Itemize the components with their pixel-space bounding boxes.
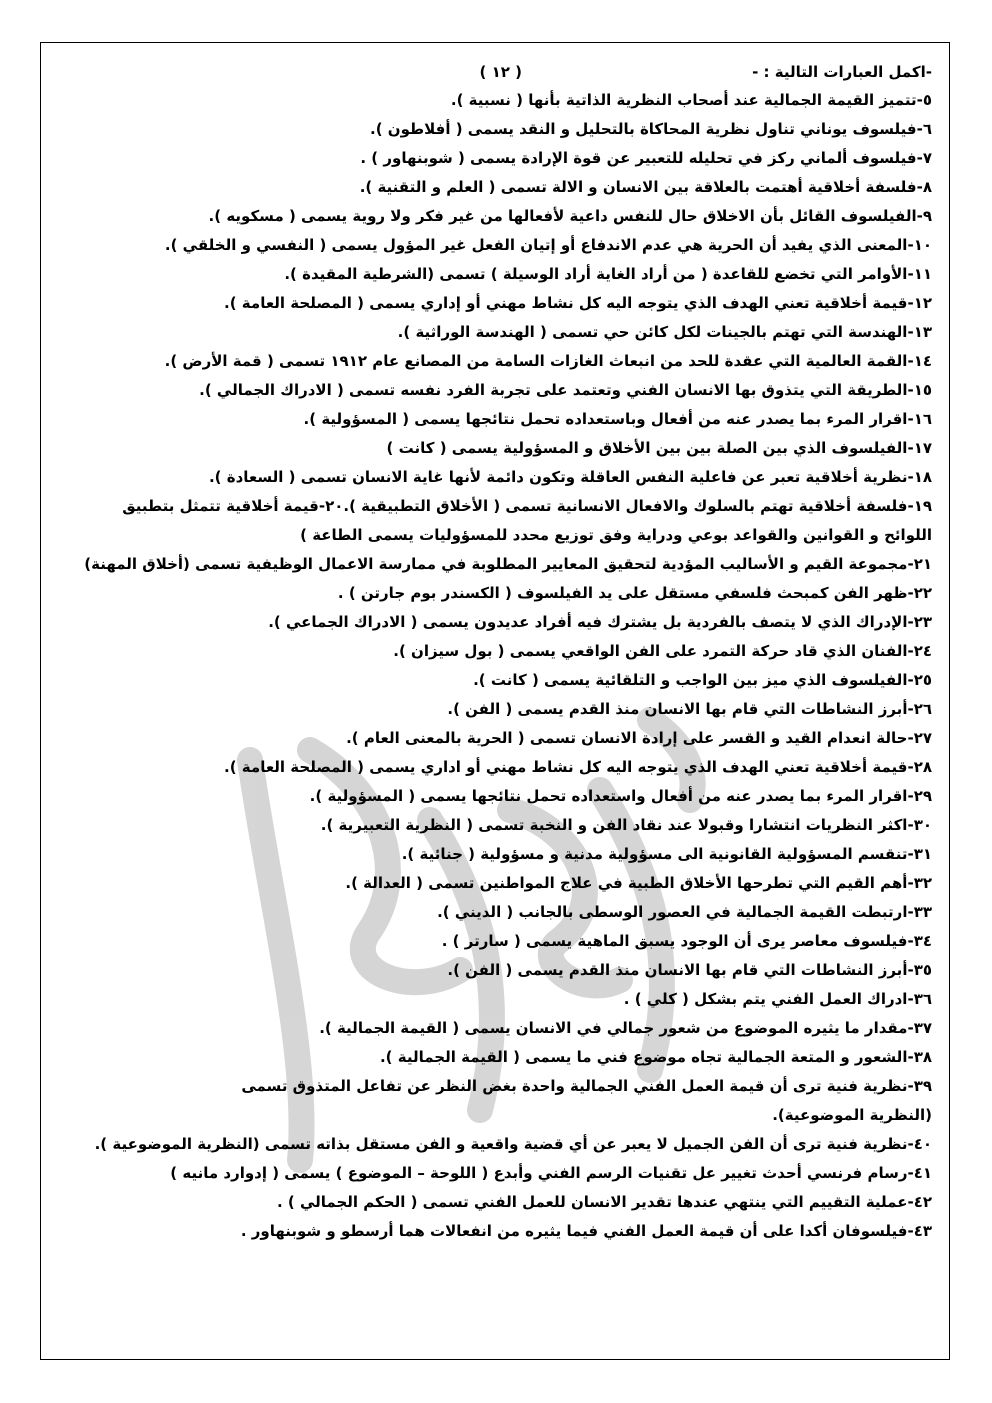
question-line: ٤٣-فيلسوفان أكدا على أن قيمة العمل الفني فيما يثيره من انفعالات هما أرسطو و شوبنهاور . [240,1222,932,1240]
question-line: ١١-الأوامر التي تخضع للقاعدة ( من أراد الغاية أراد الوسيلة ) تسمى (الشرطية المقيدة ). [284,265,932,283]
question-line: ١٣-الهندسة التي تهتم بالجينات لكل كائن حي تسمى ( الهندسة الوراثية ). [397,323,932,341]
question-line: ٣٢-أهم القيم التي تطرحها الأخلاق الطبية في علاج المواطنين تسمى ( العدالة ). [345,874,932,892]
question-line: ٨-فلسفة أخلاقية أهتمت بالعلاقة بين الانسان و الالة تسمى ( العلم و التقنية ). [359,178,932,196]
question-line: ٣٤-فيلسوف معاصر يرى أن الوجود يسبق الماهية يسمى ( سارتر ) . [441,932,932,950]
question-line: ١٩-فلسفة أخلاقية تهتم بالسلوك والافعال الانسانية تسمى ( الأخلاق التطبيقية ).٢٠-قيمة أخلاقية تتمثل بتطبيق [122,497,932,515]
question-line: ١٧-الفيلسوف الذي بين الصلة بين بين الأخلاق و المسؤولية يسمى ( كانت ) [386,439,932,457]
question-line: ١٠-المعنى الذي يفيد أن الحرية هي عدم الاندفاع أو إتيان الفعل غير المؤول يسمى ( النفسي و الخلقي ). [164,236,932,254]
question-line: ٢٧-حالة انعدام القيد و القسر على إرادة الانسان تسمى ( الحرية بالمعنى العام ). [346,729,932,747]
question-line: ١٥-الطريقة التي يتذوق بها الانسان الفني وتعتمد على تجربة الفرد نفسه تسمى ( الادراك الجمالي ). [199,381,932,399]
question-line: ٧-فيلسوف ألماني ركز في تحليله للتعبير عن قوة الإرادة يسمى ( شوبنهاور ) . [360,149,932,167]
header-row [56,58,932,86]
question-line: ١٦-اقرار المرء بما يصدر عنه من أفعال وباستعداده تحمل نتائجها يسمى ( المسؤولية ). [303,410,932,428]
question-line: ٣٣-ارتبطت القيمة الجمالية في العصور الوسطى بالجانب ( الديني ). [437,903,932,921]
question-line: ٢٦-أبرز النشاطات التي قام بها الانسان منذ القدم يسمى ( الفن ). [447,700,932,718]
question-line: ٥-تتميز القيمة الجمالية عند أصحاب النظرية الذاتية بأنها ( نسبية ). [450,91,932,109]
question-line: ١٨-نظرية أخلاقية تعبر عن فاعلية النفس العاقلة وتكون دائمة لأنها غاية الانسان تسمى ( السعادة ). [208,468,932,486]
question-line: ٢١-مجموعة القيم و الأساليب المؤدية لتحقيق المعايير المطلوبة في ممارسة الاعمال الوظيفية تسمى (أخلاق المهنة) [84,555,932,573]
question-line: ٢٣-الإدراك الذي لا يتصف بالفردية بل يشترك فيه أفراد عديدون يسمى ( الادراك الجماعي ). [268,613,932,631]
question-line: ٢٤-الفنان الذي قاد حركة التمرد على الفن الواقعي يسمى ( بول سيزان ). [393,642,932,660]
document-body [56,58,932,1246]
question-line: اللوائح و القوانين والقواعد بوعي ودراية وفق توزيع محدد للمسؤوليات يسمى الطاعة ) [300,526,932,544]
question-line: ٣٨-الشعور و المتعة الجمالية تجاه موضوع فني ما يسمى ( القيمة الجمالية ). [379,1048,932,1066]
question-line: ٢٥-الفيلسوف الذي ميز بين الواجب و التلقائية يسمى ( كانت ). [473,671,932,689]
question-line: ٣١-تنقسم المسؤولية القانونية الى مسؤولية مدنية و مسؤولية ( جنائية ). [401,845,932,863]
question-line: ٢٢-ظهر الفن كمبحث فلسفي مستقل على يد الفيلسوف ( الكسندر بوم جارتن ) . [337,584,932,602]
question-line: ١٤-القمة العالمية التي عقدة للحد من انبعاث الغازات السامة من المصانع عام ١٩١٢ تسمى ( قمة الأرض ). [164,352,932,370]
question-line: ١٢-قيمة أخلاقية تعني الهدف الذي يتوجه اليه كل نشاط مهني أو إداري يسمى ( المصلحة العامة ). [224,294,932,312]
question-line: ٤٠-نظرية فنية ترى أن الفن الجميل لا يعبر عن أي قضية واقعية و الفن مستقل بذاته تسمى (النظرية الموضوعية ). [94,1135,932,1153]
question-line: (النظرية الموضوعية). [772,1106,932,1124]
question-line: ٩-الفيلسوف القائل بأن الاخلاق حال للنفس داعية لأفعالها من غير فكر ولا روية يسمى ( مسكويه ). [208,207,932,225]
question-line: ٣٥-أبرز النشاطات التي قام بها الانسان منذ القدم يسمى ( الفن ). [447,961,932,979]
question-line: ٣٠-اكثر النظريات انتشارا وقبولا عند نقاد الفن و النخبة تسمى ( النظرية التعبيرية ). [320,816,932,834]
question-line: ٤١-رسام فرنسي أحدث تغيير عل تقنيات الرسم الفني وأبدع ( اللوحة – الموضوع ) يسمى ( إدوارد مانيه ) [170,1164,932,1182]
question-line: ٢٩-اقرار المرء بما يصدر عنه من أفعال واستعداده تحمل نتائجها يسمى ( المسؤولية ). [309,787,932,805]
question-line: ٢٨-قيمة أخلاقية تعني الهدف الذي يتوجه اليه كل نشاط مهني أو اداري يسمى ( المصلحة العامة ). [224,758,932,776]
page-number: ( ١٢ ) [479,63,522,81]
question-line: ٣٧-مقدار ما يثيره الموضوع من شعور جمالي في الانسان يسمى ( القيمة الجمالية ). [319,1019,932,1037]
question-line: ٣٩-نظرية فنية ترى أن قيمة العمل الفني الجمالية واحدة بغض النظر عن تفاعل المتذوق تسمى [241,1077,932,1095]
question-line: ٦-فيلسوف يوناني تناول نظرية المحاكاة بالتحليل و النقد يسمى ( أفلاطون ). [370,120,932,138]
page-heading: -اكمل العبارات التالية : - [752,63,932,81]
question-line: ٣٦-ادراك العمل الفني يتم بشكل ( كلي ) . [623,990,932,1008]
question-line: ٤٢-عملية التقييم التي ينتهي عندها تقدير الانسان للعمل الفني تسمى ( الحكم الجمالي ) . [276,1193,932,1211]
question-list [56,86,932,1246]
